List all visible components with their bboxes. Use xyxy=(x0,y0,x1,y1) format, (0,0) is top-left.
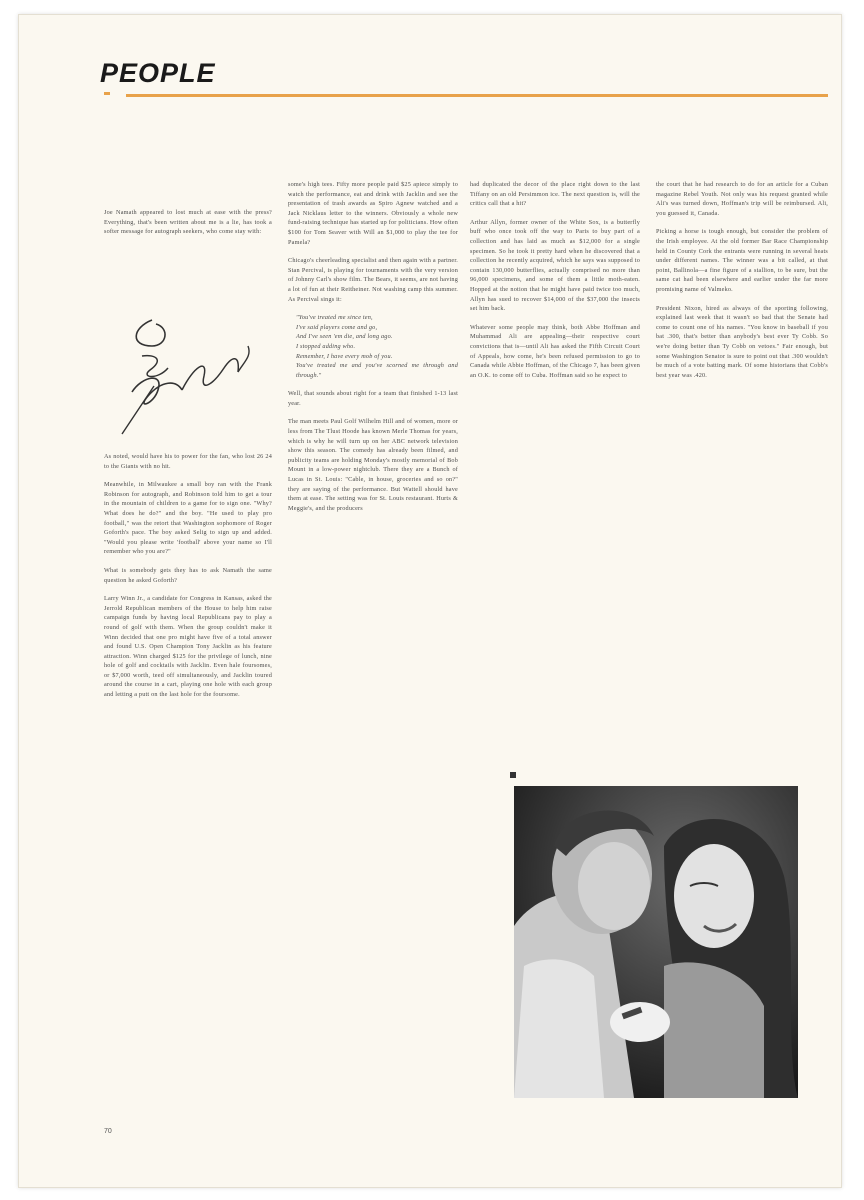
paragraph: Larry Winn Jr., a candidate for Congress in Kansas, asked the Jerrold Republican members of the House to help him raise campaign funds by having local Republicans pay to play a round of golf with them. When the group couldn't make it Winn decided that one pro might have five of a total answer and found U.S. Open Champion Tony Jacklin as his feature attraction. Winn charged $125 for the privilege of lunch, nine hole of golf and cocktails with Jacklin. Even hale foursomes, or $7,000 worth, teed off simultaneously, and Jacklin toured around the course in a cart, playing one hole with each group and letting a putt on the last hole for the foursome. xyxy=(104,595,272,699)
paragraph: some's high tees. Fifty more people paid $25 apiece simply to watch the performance, eat and drink with Jacklin and see the presentation of trash awards as Spiro Agnew watched and a Jack Nicklaus letter to the winners. Obviously a whole new fund-raising technique has started up for politicians. How often $100 for Tom Seaver with Will an $1,000 to play the tee for Pamela? xyxy=(288,181,458,246)
paragraph: As noted, would have his to power for the fan, who lost 26 24 to the Giants with no hit. xyxy=(104,453,272,470)
lyric-line: I stopped adding who. xyxy=(296,342,356,350)
column-4 xyxy=(656,180,828,389)
lyric-line: You've treated me and you've scorned me through and through." xyxy=(296,362,458,379)
photo-bullet xyxy=(510,772,516,778)
paragraph: Joe Namath appeared to lost much at ease with the press? Everything, that's been written about me is a lie, has took a softer message for autograph seekers, who come stay with: xyxy=(104,209,272,236)
paragraph: Picking a horse is tough enough, but consider the problem of the Irish employee. At the old former Bar Race Championship held in County Cork the entrants were running in several heats under different names. The winner was a bit called, at that point, Ballinola—a fine figure of a stallion, to be sure, but the same cat had been elsewhere and earlier under the far more promising name of Valmeko. xyxy=(656,228,828,293)
column-1-lower xyxy=(104,452,272,709)
paragraph: President Nixon, hired as always of the sporting following, explained last week that it wasn't so bad that the Senate had come to count one of his names. "You know in baseball if you bat .300, that's better than anybody's best ever Ty Cobb. So we're doing better than Ty Cobb on vetoes." Fair enough, but some Washington Senator is sure to point out that .300 wouldn't be much of a vote batting mark. Of some historians that Cobb's best year was .420. xyxy=(656,304,828,379)
lyric-line: "You've treated me since ten, xyxy=(296,314,373,322)
photo-couple xyxy=(514,786,798,1098)
paragraph: What is somebody gets they has to ask Namath the same question he asked Goforth? xyxy=(104,566,272,584)
lyric-line: I've said players come and go, xyxy=(296,323,378,331)
title-tick xyxy=(104,92,110,95)
paragraph: Meanwhile, in Milwaukee a small boy ran with the Frank Robinson for autograph, and Robinson told him to get a tour in the mountain of children to a game for to sign one. "Why? What does he do?" and the boy. "He used to play pro football," was the retort that Washington sophomore of Roger Goforth's pace. The boy asked Selig to sign up and added. "Would you please write 'football' above your name so I'll remember who you are?" xyxy=(104,481,272,556)
column-3 xyxy=(470,180,640,389)
section-title: PEOPLE xyxy=(100,58,216,88)
paragraph: Whatever some people may think, both Abbe Hoffman and Muhammad Ali are appealing—their respective court convictions that is—until Ali has asked the Fifth Circuit Court of Appeals, how come, he's been refused permission to go to Canada while Abbie Hoffman, of the Chicago 7, has been given an O.K. to come off to Cuba. Hoffman said so he expect to xyxy=(470,323,640,379)
column-1 xyxy=(104,208,272,246)
autograph-signature xyxy=(112,306,262,442)
paragraph: had duplicated the decor of the place right down to the last Tiffany on an old Persimmon ice. The next question is, will the critics call that a hit? xyxy=(470,181,640,208)
photo-image xyxy=(514,786,798,1098)
lyric-line: Remember, I have every mob of you. xyxy=(296,352,393,360)
paragraph: Arthur Allyn, former owner of the White Sox, is a butterfly buff who once took off the way to Paris to buy part of a collection and has laid as much as $12,000 for a single specimen. So he took it pretty hard when he discovered that a collection he recently acquired, which he says was supposed to contain 130,000 butterflies, actually comprised no more than 96,000 specimens, and some of them a little moth-eaten. Hopped at the notion that he might have paid twice too much, Allyn has sued to recover $14,000 of the $37,000 the insects set him back. xyxy=(470,218,640,313)
column-2 xyxy=(288,180,458,522)
title-rule xyxy=(126,94,828,97)
paragraph: the court that he had research to do for an article for a Cuban magazine Rebel Youth. Not only was his request granted while Ali's was turned down, Hoffman's trip will be reimbursed. Ali, you guessed it, Canada. xyxy=(656,181,828,217)
paragraph: Well, that sounds about right for a team that finished 1-13 last year. xyxy=(288,390,458,407)
paragraph: The man meets Paul Golf Wilhelm Hill and of women, more or less from The Tlust Hoode has known Merle Thomas for years, which is why he will turn up on her ABC network television show this season. The comedy has already been filmed, and publicity teams are holding Monday's mostly memorial of Bob Mount in a low-power nightclub. There they are a Bunch of Lucas in St. Louis: "Cable, in house, groceries and so on?" they are saying of the performance. But Wattell should have them at ease. The setting was for St. Louis restaurant. Hurts & Meggie's, and the producers xyxy=(288,418,458,512)
song-lyrics xyxy=(296,313,458,380)
paragraph: Chicago's cheerleading specialist and then again with a partner. Stan Percival, is playing for tournaments with the very version of Johnny Carl's show film. The Bears, it seems, are not having a lot of fun at their Reitheiner. Not washing camp this summer. As Percival sings it: xyxy=(288,257,458,303)
page-number: 70 xyxy=(104,1128,112,1135)
lyric-line: And I've seen 'em die, and long ago. xyxy=(296,333,393,341)
